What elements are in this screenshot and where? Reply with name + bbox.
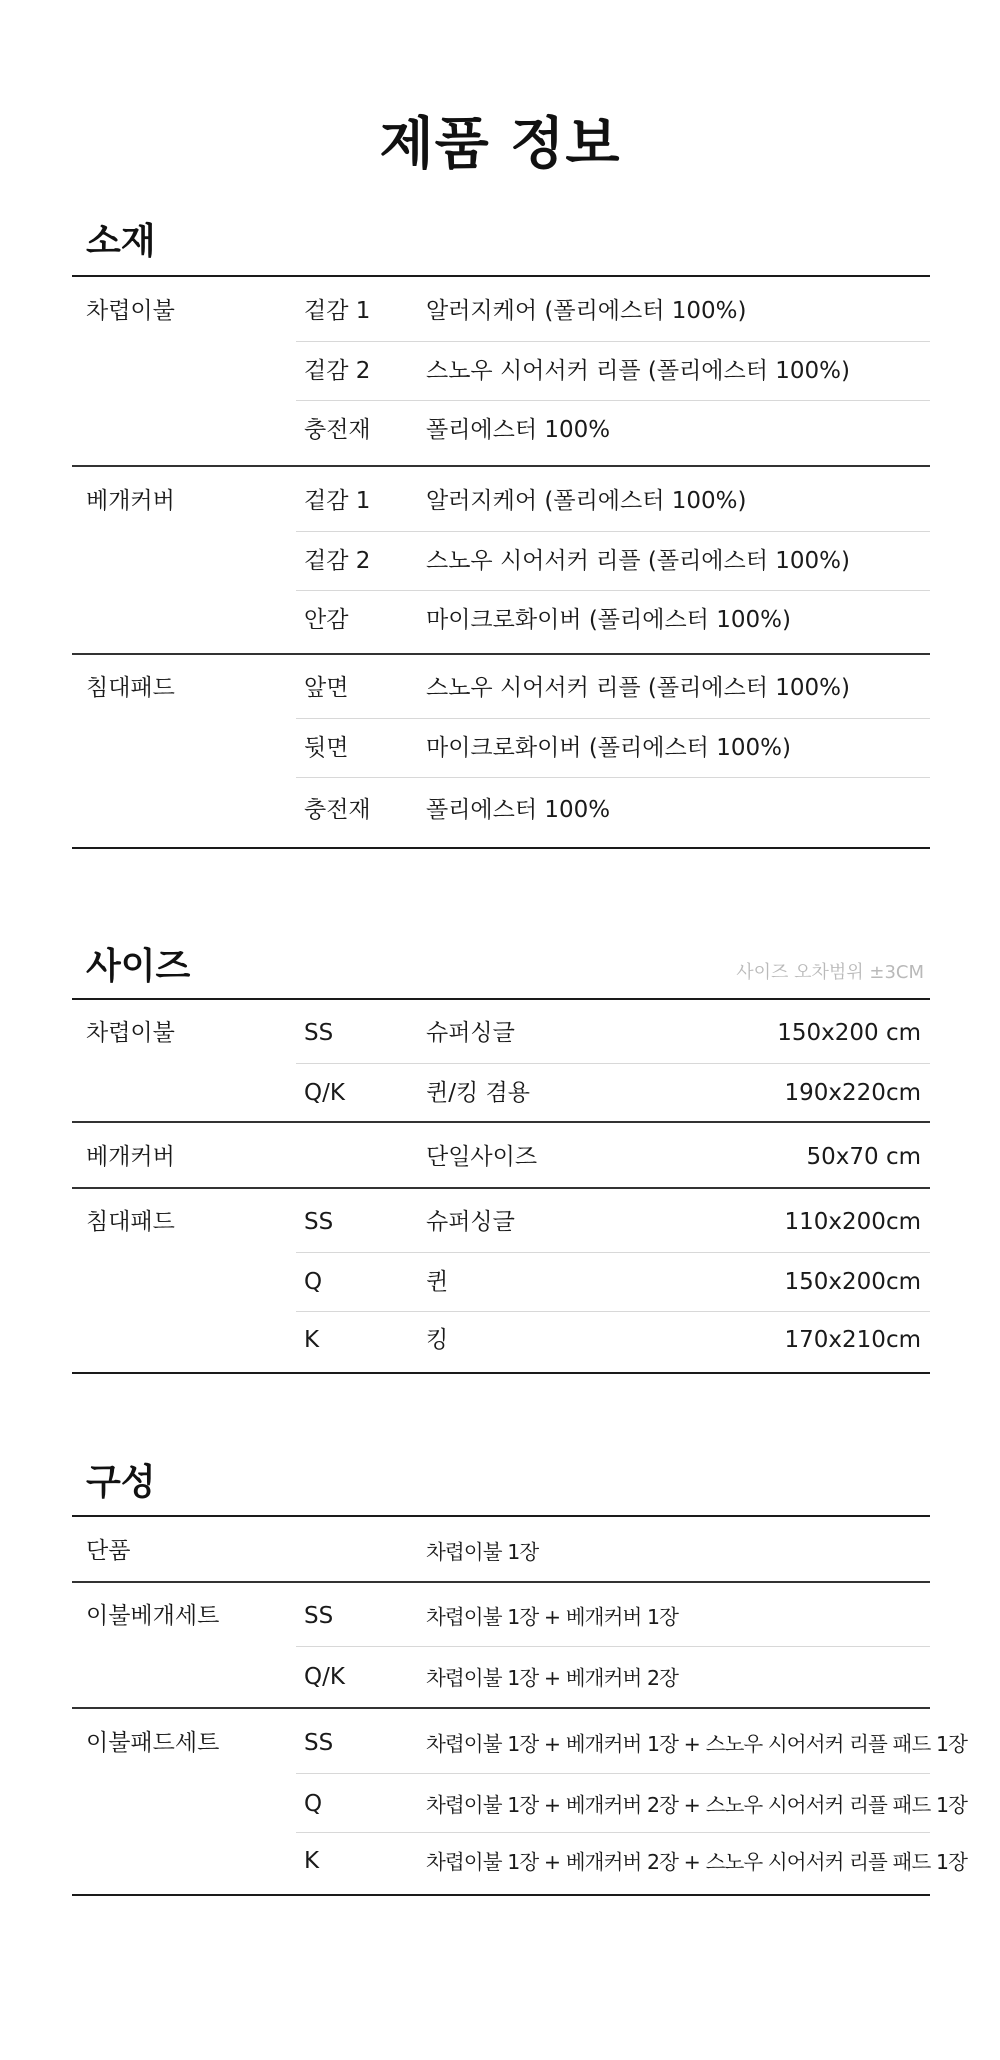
composition-heading: 구성 xyxy=(86,1462,156,1503)
row-divider xyxy=(296,590,930,591)
size-group-name: 차렵이불 xyxy=(86,1020,175,1046)
composition-code: Q xyxy=(304,1791,323,1817)
material-heading: 소재 xyxy=(86,221,156,262)
size-tolerance-note: 사이즈 오차범위 ±3CM xyxy=(736,962,924,983)
row-divider xyxy=(296,341,930,342)
size-dimensions: 150x200cm xyxy=(784,1269,921,1295)
size-code: SS xyxy=(304,1020,334,1046)
size-dimensions: 190x220cm xyxy=(784,1080,921,1106)
material-fabric: 스노우 시어서커 리플 (폴리에스터 100%) xyxy=(426,548,850,574)
row-divider xyxy=(296,531,930,532)
material-fabric: 폴리에스터 100% xyxy=(426,417,611,443)
composition-items: 차렵이불 1장 xyxy=(426,1540,539,1564)
material-part: 충전재 xyxy=(304,417,371,443)
size-code: SS xyxy=(304,1209,334,1235)
material-part: 겉감 1 xyxy=(304,298,371,324)
material-fabric: 폴리에스터 100% xyxy=(426,797,611,823)
material-fabric: 마이크로화이버 (폴리에스터 100%) xyxy=(426,607,791,633)
group-divider xyxy=(72,1121,930,1123)
material-fabric: 스노우 시어서커 리플 (폴리에스터 100%) xyxy=(426,675,850,701)
group-divider xyxy=(72,465,930,467)
material-bottom-rule xyxy=(72,847,930,849)
row-divider xyxy=(296,777,930,778)
size-code: Q xyxy=(304,1269,323,1295)
composition-code: Q/K xyxy=(304,1664,345,1690)
composition-code: SS xyxy=(304,1730,334,1756)
size-label: 퀸/킹 겸용 xyxy=(426,1080,530,1106)
size-label: 퀸 xyxy=(426,1269,449,1295)
size-dimensions: 170x210cm xyxy=(784,1327,921,1353)
material-part: 겉감 2 xyxy=(304,548,371,574)
material-fabric: 마이크로화이버 (폴리에스터 100%) xyxy=(426,735,791,761)
group-divider xyxy=(72,1581,930,1583)
row-divider xyxy=(296,400,930,401)
size-code: Q/K xyxy=(304,1080,345,1106)
row-divider xyxy=(296,1311,930,1312)
material-part: 겉감 1 xyxy=(304,488,371,514)
composition-items: 차렵이불 1장 + 베개커버 2장 xyxy=(426,1666,679,1690)
size-dimensions: 110x200cm xyxy=(784,1209,921,1235)
size-label: 슈퍼싱글 xyxy=(426,1209,515,1235)
composition-bottom-rule xyxy=(72,1894,930,1896)
row-divider xyxy=(296,1832,930,1833)
composition-group-name: 단품 xyxy=(86,1538,131,1564)
size-bottom-rule xyxy=(72,1372,930,1374)
size-top-rule xyxy=(72,998,930,1000)
composition-items: 차렵이불 1장 + 베개커버 2장 + 스노우 시어서커 리플 패드 1장 xyxy=(426,1850,968,1874)
composition-code: K xyxy=(304,1848,320,1874)
row-divider xyxy=(296,1773,930,1774)
material-top-rule xyxy=(72,275,930,277)
material-group-name: 차렵이불 xyxy=(86,298,175,324)
material-group-name: 베개커버 xyxy=(86,488,175,514)
size-dimensions: 50x70 cm xyxy=(806,1144,921,1170)
size-label: 킹 xyxy=(426,1327,449,1353)
composition-code: SS xyxy=(304,1603,334,1629)
composition-group-name: 이불패드세트 xyxy=(86,1730,220,1756)
size-group-name: 베개커버 xyxy=(86,1144,175,1170)
row-divider xyxy=(296,718,930,719)
group-divider xyxy=(72,1707,930,1709)
material-fabric: 알러지케어 (폴리에스터 100%) xyxy=(426,488,747,514)
composition-items: 차렵이불 1장 + 베개커버 1장 xyxy=(426,1605,679,1629)
composition-group-name: 이불베개세트 xyxy=(86,1603,220,1629)
composition-items: 차렵이불 1장 + 베개커버 1장 + 스노우 시어서커 리플 패드 1장 xyxy=(426,1732,968,1756)
material-part: 앞면 xyxy=(304,675,349,701)
material-fabric: 알러지케어 (폴리에스터 100%) xyxy=(426,298,747,324)
size-label: 슈퍼싱글 xyxy=(426,1020,515,1046)
group-divider xyxy=(72,653,930,655)
group-divider xyxy=(72,1187,930,1189)
row-divider xyxy=(296,1252,930,1253)
material-part: 뒷면 xyxy=(304,735,349,761)
composition-items: 차렵이불 1장 + 베개커버 2장 + 스노우 시어서커 리플 패드 1장 xyxy=(426,1793,968,1817)
material-fabric: 스노우 시어서커 리플 (폴리에스터 100%) xyxy=(426,358,850,384)
page-title: 제품 정보 xyxy=(379,112,621,177)
size-heading: 사이즈 xyxy=(86,946,191,987)
material-part: 안감 xyxy=(304,607,349,633)
size-group-name: 침대패드 xyxy=(86,1209,175,1235)
material-part: 겉감 2 xyxy=(304,358,371,384)
row-divider xyxy=(296,1063,930,1064)
material-group-name: 침대패드 xyxy=(86,675,175,701)
row-divider xyxy=(296,1646,930,1647)
size-dimensions: 150x200 cm xyxy=(777,1020,921,1046)
size-code: K xyxy=(304,1327,320,1353)
material-part: 충전재 xyxy=(304,797,371,823)
composition-top-rule xyxy=(72,1515,930,1517)
size-label: 단일사이즈 xyxy=(426,1144,538,1170)
